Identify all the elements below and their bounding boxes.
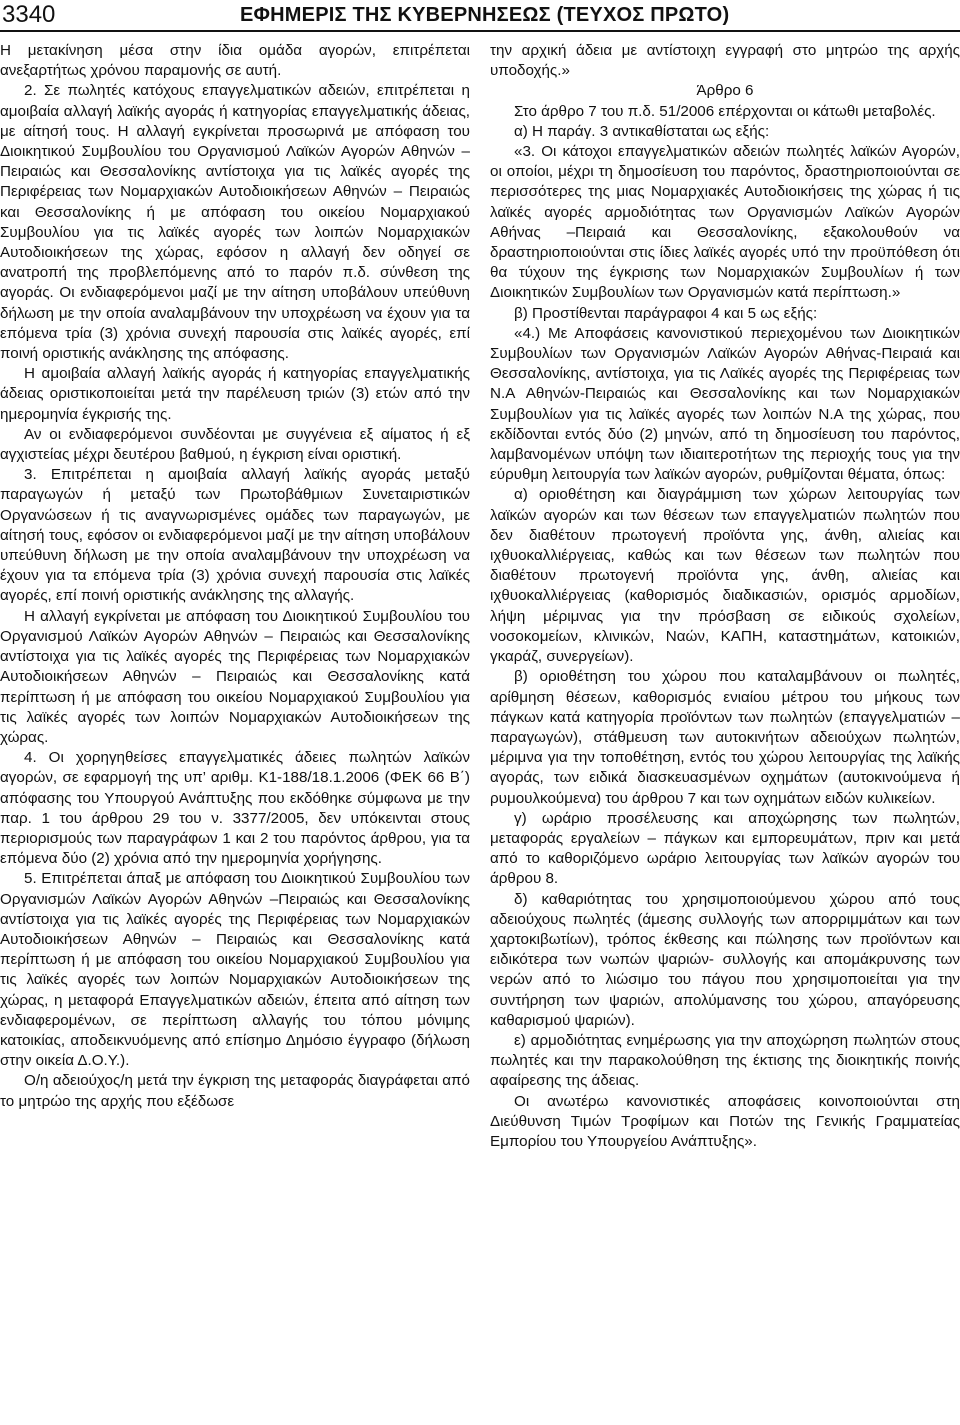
paragraph: την αρχική άδεια με αντίστοιχη εγγραφή στο μητρώο της αρχής υποδοχής.»: [490, 42, 960, 80]
right-column: [490, 41, 960, 1152]
page-number: 3340: [2, 1, 56, 28]
paragraph: Στο άρθρο 7 του π.δ. 51/2006 επέρχονται οι κάτωθι μεταβολές.: [514, 102, 936, 120]
gazette-title: ΕΦΗΜΕΡΙΣ ΤΗΣ ΚΥΒΕΡΝΗΣΕΩΣ (ΤΕΥΧΟΣ ΠΡΩΤΟ): [240, 4, 730, 26]
paragraph: Η αλλαγή εγκρίνεται με απόφαση του Διοικητικού Συμβουλίου του Οργανισμού Λαϊκών Αγορών Αθηνών – Πειραιώς και Θεσσαλονίκης αντίστοιχα για τις λαϊκές αγορές της Περιφέρειας των Νομαρχιακών Αυτοδιοικήσεων Αθηνών – Πειραιώς και Θεσσαλονίκης κατά περίπτωση ή με απόφαση του οικείου Νομαρχιακού Συμβουλίου για τις λαϊκές αγορές των λοιπών Νομαρχιακών Αυτοδιοικήσεων της χώρας.: [0, 607, 470, 746]
paragraph: 5. Επιτρέπεται άπαξ με απόφαση του Διοικητικού Συμβουλίου των Οργανισμών Λαϊκών Αγορών Αθηνών –Πειραιώς και Θεσσαλονίκης αντίστοιχα για τις λαϊκές αγορές της Περιφέρειας των Νομαρχιακών Αυτοδιοικήσεων Αθηνών – Πειραιώς και Θεσσαλονίκης κατά περίπτωση ή με απόφαση του οικείου Νομαρχιακού Συμβουλίου για τις λαϊκές αγορές των λοιπών Νομαρχιακών Αυτοδιοικήσεων της χώρας, η μεταφορά Επαγγελματικών αδειών, έπειτα από αίτηση των ενδιαφερομένων, σε περίπτωση αλλαγής του τόπου μόνιμης κατοικίας, αποδεικνυόμενης από επίσημο Δημόσιο έγγραφο (δήλωση στην οικεία Δ.Ο.Υ.).: [0, 870, 470, 1070]
paragraph: γ) ωράριο προσέλευσης και αποχώρησης των πωλητών, μεταφοράς εργαλείων – πάγκων και εμπορευμάτων, πριν και μετά από το καθοριζόμενο ωράριο λειτουργίας των λαϊκών αγορών του άρθρου 8.: [490, 809, 960, 888]
paragraph: «3. Οι κάτοχοι επαγγελματικών αδειών πωλητές λαϊκών Αγορών, οι οποίοι, μέχρι τη δημοσίευση του παρόντος, δραστηριοποιούνται σε περισσότερες της μιας Νομαρχιακές Αυτοδιοικήσεις της χώρας ή τις λαϊκές αγορές αρμοδιότητας των Οργανισμών Λαϊκών Αγορών Αθήνας –Πειραιά και Θεσσαλονίκης, εξακολουθούν να δραστηριοποιούνται στις ίδιες λαϊκές αγορές υπό την προϋπόθεση ότι θα τύχουν της έγκρισης των Νομαρχιακών Συμβουλίων ή των Διοικητικών Συμβουλίων των Οργανισμών κατά περίπτωση.»: [490, 143, 960, 302]
paragraph: Οι ανωτέρω κανονιστικές αποφάσεις κοινοποιούνται στη Διεύθυνση Τιμών Τροφίμων και Ποτών της Γενικής Γραμματείας Εμπορίου του Υπουργείου Ανάπτυξης».: [490, 1092, 960, 1150]
paragraph: α) Η παράγ. 3 αντικαθίσταται ως εξής:: [514, 122, 770, 140]
paragraph: 4. Οι χορηγηθείσες επαγγελματικές άδειες πωλητών λαϊκών αγορών, σε εφαρμογή της υπ’ αριθμ. Κ1-188/18.1.2006 (ΦΕΚ 66 Β΄) απόφασης του Υπουργού Ανάπτυξης που εκδόθηκε σύμφωνα με την παρ. 1 του άρθρου 29 του ν. 3377/2005, δεν υπόκεινται στους περιορισμούς των παραγράφων 1 και 2 του παρόντος άρθρου, για τα επόμενα δύο (2) χρόνια από την ημερομηνία χορήγησης.: [0, 749, 470, 868]
paragraph: «4.) Με Αποφάσεις κανονιστικού περιεχομένου των Διοικητικών Συμβουλίων των Οργανισμών Λαϊκών Αγορών Αθήνας-Πειραιά και Θεσσαλονίκης, αντίστοιχα, για τις Λαϊκές αγορές της Περιφέρειας των Ν.Α Αθηνών-Πειραιώς και Θεσσαλονίκης και των Νομαρχιακών Συμβουλίων για τις λαϊκές αγορές των λοιπών Ν.Α της χώρας, που εκδίδονται εντός δύο (2) μηνών, από τη δημοσίευση του παρόντος, λαμβανομένων υπόψη των ιδιαιτεροτήτων της περιοχής τους για την εύρυθμη λειτουργία των λαϊκών αγορών, ρυθμίζονται θέματα, όπως:: [490, 324, 960, 484]
paragraph: 2. Σε πωλητές κατόχους επαγγελματικών αδειών, επιτρέπεται η αμοιβαία αλλαγή λαϊκής αγοράς ή κατηγορίας επαγγελματικής άδειας, με αίτησή τους. Η αλλαγή εγκρίνεται προσωρινά με απόφαση του Διοικητικού Συμβουλίου του Οργανισμού Λαϊκών Αγορών Αθηνών – Πειραιώς και Θεσσαλονίκης αντίστοιχα για τις λαϊκές αγορές της Περιφέρειας των Νομαρχιακών Αυτοδιοικήσεων Αθηνών – Πειραιώς και Θεσσαλονίκης ή με απόφαση του οικείου Νομαρχιακού Συμβουλίου για τις λαϊκές αγορές των λοιπών Νομαρχιακών Αυτοδιοικήσεων της χώρας, εφόσον η αλλαγή δεν οδηγεί σε ανατροπή της προβλεπόμενης από το παρόν π.δ. σύνθεση της αγοράς. Οι ενδιαφερόμενοι μαζί με την αίτηση υποβάλουν υπεύθυνη δήλωση με την οποία αναλαμβάνουν την υποχρέωση να έχουν για τα επόμενα τρία (3) χρόνια συνεχή παρουσία στις λαϊκές αγορές, επί ποινή οριστικής ανάκλησης της απόφασης.: [0, 82, 470, 363]
paragraph: β) Προστίθενται παράγραφοι 4 και 5 ως εξής:: [514, 304, 818, 322]
article-heading: Άρθρο 6: [696, 82, 754, 100]
paragraph: Η μετακίνηση μέσα στην ίδια ομάδα αγορών, επιτρέπεται ανεξαρτήτως χρόνου παραμονής σε αυτή.: [0, 42, 470, 80]
paragraph: ε) αρμοδιότητας ενημέρωσης για την αποχώρηση πωλητών στους πωλητές και την παρακολούθηση της έκτισης της διοικητικής ποινής αφαίρεσης της άδειας.: [490, 1031, 960, 1090]
paragraph: Ο/η αδειούχος/η μετά την έγκριση της μεταφοράς διαγράφεται από το μητρώο της αρχής που εξέδωσε: [0, 1072, 470, 1110]
left-column: [0, 41, 470, 1112]
page-header: [0, 0, 960, 34]
paragraph: α) οριοθέτηση και διαγράμμιση των χώρων λειτουργίας των λαϊκών αγορών και των θέσεων των επαγγελματιών πωλητών που δεν διαθέτουν πρωτογενή προϊόντα γης, άνθη, αλιείας και ιχθυοκαλλιέργειας, καθώς και των θέσεων των πωλητών που διαθέτουν πρωτογενή προϊόντα γης, άνθη, αλιείας και ιχθυοκαλλιέργειας (καθορισμός διαδικασιών, ορισμός αρμοδίων, λήψη μέριμνας για την πρόσβαση σε ειδικούς σχολείων, νοσοκομείων, κλινικών, Ναών, ΚΑΠΗ, καταστημάτων, κατοικιών, γκαράζ, συνεργείων).: [490, 486, 960, 666]
header-rule: [0, 30, 960, 32]
paragraph: β) οριοθέτηση του χώρου που καταλαμβάνουν οι πωλητές, αρίθμηση θέσεων, καθορισμός ενιαίου μέτρου του μήκους των πάγκων κατά κατηγορία προϊόντων των πωλητών (επαγγελματιών – παραγωγών), στάθμευση των αυτοκινήτων αδειούχων πωλητών, μέριμνα για την τοποθέτηση, εντός του χώρου λειτουργίας της λαϊκής αγοράς, των ειδικά διασκευασμένων οχημάτων (αυτοκινούμενα ή ρυμουλκούμενα) του άρθρου 7 και των οχημάτων ειδών κυλικείων.: [490, 668, 960, 807]
paragraph: 3. Επιτρέπεται η αμοιβαία αλλαγή λαϊκής αγοράς μεταξύ παραγωγών ή μεταξύ των Πρωτοβάθμιων Συνεταιριστικών Οργανώσεων ή τις αναγνωρισμένες ομάδες των παραγωγών, με αίτησή τους, εφόσον οι ενδιαφερόμενοι μαζί με την αίτηση υποβάλουν υπεύθυνη δήλωση με την οποία αναλαμβάνουν την υποχρέωση να έχουν για τα επόμενα τρία (3) χρόνια συνεχή παρουσία στις λαϊκές αγορές, επί ποινή οριστικής ανάκλησης της αλλαγής.: [0, 466, 470, 605]
paragraph: δ) καθαριότητας του χρησιμοποιούμενου χώρου από τους αδειούχους πωλητές (άμεσης συλλογής των απορριμμάτων και των χαρτοκιβωτίων), τρόπος έκθεσης και πώλησης των προϊόντων και ειδικότερα των νωπών ψαριών- συλλογής και απομάκρυνσης των νερών από το λιώσιμο του πάγου που χρησιμοποιείται για την συντήρηση των ψαριών, απολύμανσης του χώρου, απαγόρευσης καθαρισμού ψαριών).: [490, 890, 960, 1029]
paragraph: Η αμοιβαία αλλαγή λαϊκής αγοράς ή κατηγορίας επαγγελματικής άδειας οριστικοποιείται μετά την παρέλευση τριών (3) ετών από την ημερομηνία έγκρισής της.: [0, 365, 470, 423]
paragraph: Αν οι ενδιαφερόμενοι συνδέονται με συγγένεια εξ αίματος ή εξ αγχιστείας μέχρι δευτέρου βαθμού, η έγκριση είναι οριστική.: [0, 425, 470, 464]
